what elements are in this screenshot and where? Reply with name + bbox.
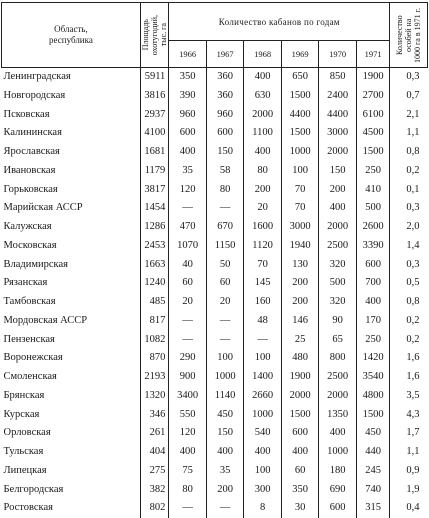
table-row (2, 68, 428, 87)
header-year: 1968 (244, 41, 282, 68)
area-value: 261 (140, 424, 168, 443)
count-value: 65 (319, 331, 357, 350)
density-value: 0,1 (390, 181, 428, 200)
count-value: 4800 (356, 387, 390, 406)
count-value: 1150 (206, 237, 244, 256)
area-value: 1240 (140, 274, 168, 293)
table-row (2, 481, 428, 500)
count-value: 40 (169, 256, 207, 275)
count-value: 400 (356, 293, 390, 312)
count-value: 100 (244, 462, 282, 481)
count-value: 800 (319, 349, 357, 368)
count-value: 500 (356, 199, 390, 218)
count-value: — (169, 312, 207, 331)
count-value: — (206, 199, 244, 218)
count-value: 600 (169, 124, 207, 143)
region-name: Псковская (2, 106, 141, 125)
count-value: 146 (281, 312, 319, 331)
count-value: 1140 (206, 387, 244, 406)
area-value: 1663 (140, 256, 168, 275)
table-row (2, 218, 428, 237)
region-name: Ярославская (2, 143, 141, 162)
count-value: 1500 (356, 406, 390, 425)
area-value: 2453 (140, 237, 168, 256)
count-value: 400 (281, 443, 319, 462)
count-value: 1350 (319, 406, 357, 425)
count-value: — (169, 199, 207, 218)
header-density-label: Количество особей на 1000 га в 1971 г. (395, 8, 422, 63)
count-value: 300 (244, 481, 282, 500)
count-value: 150 (206, 424, 244, 443)
density-value: 0,2 (390, 162, 428, 181)
count-value: 35 (206, 462, 244, 481)
count-value: — (169, 499, 207, 518)
region-name: Курская (2, 406, 141, 425)
region-name: Ивановская (2, 162, 141, 181)
count-value: 400 (244, 143, 282, 162)
count-value: 20 (244, 199, 282, 218)
density-value: 1,4 (390, 237, 428, 256)
count-value: 250 (356, 162, 390, 181)
density-value: 1,6 (390, 368, 428, 387)
region-name: Калининская (2, 124, 141, 143)
count-value: 2400 (319, 87, 357, 106)
count-value: 315 (356, 499, 390, 518)
count-value: 1400 (244, 368, 282, 387)
table-row (2, 143, 428, 162)
table-row (2, 256, 428, 275)
area-value: 382 (140, 481, 168, 500)
area-value: 5911 (140, 68, 168, 87)
count-value: 900 (169, 368, 207, 387)
table-row (2, 162, 428, 181)
count-value: 600 (356, 256, 390, 275)
count-value: 960 (169, 106, 207, 125)
density-value: 0,9 (390, 462, 428, 481)
count-value: 390 (169, 87, 207, 106)
count-value: 700 (356, 274, 390, 293)
count-value: 170 (356, 312, 390, 331)
count-value: 2000 (281, 387, 319, 406)
count-value: 200 (206, 481, 244, 500)
table-row (2, 406, 428, 425)
density-value: 0,8 (390, 293, 428, 312)
count-value: 48 (244, 312, 282, 331)
count-value: 150 (206, 143, 244, 162)
region-name: Тульская (2, 443, 141, 462)
area-value: 1681 (140, 143, 168, 162)
area-value: 802 (140, 499, 168, 518)
count-value: 470 (169, 218, 207, 237)
count-value: 2500 (319, 368, 357, 387)
count-value: 80 (206, 181, 244, 200)
area-value: 870 (140, 349, 168, 368)
count-value: 100 (281, 162, 319, 181)
count-value: 400 (169, 143, 207, 162)
header-year: 1971 (356, 41, 390, 68)
count-value: 20 (169, 293, 207, 312)
count-value: 25 (281, 331, 319, 350)
table-row (2, 124, 428, 143)
table-row (2, 87, 428, 106)
region-name: Ростовская (2, 499, 141, 518)
table-row (2, 368, 428, 387)
count-value: 75 (169, 462, 207, 481)
count-value: — (244, 331, 282, 350)
count-value: 290 (169, 349, 207, 368)
density-value: 2,1 (390, 106, 428, 125)
count-value: 1900 (281, 368, 319, 387)
count-value: 6100 (356, 106, 390, 125)
table-row (2, 237, 428, 256)
region-name: Пензенская (2, 331, 141, 350)
count-value: 3400 (169, 387, 207, 406)
count-value: 245 (356, 462, 390, 481)
count-value: 2660 (244, 387, 282, 406)
density-value: 1,1 (390, 443, 428, 462)
count-value: 1000 (319, 443, 357, 462)
count-value: 70 (244, 256, 282, 275)
count-value: 70 (281, 199, 319, 218)
area-value: 3817 (140, 181, 168, 200)
count-value: 2700 (356, 87, 390, 106)
count-value: 360 (206, 87, 244, 106)
count-value: 400 (169, 443, 207, 462)
count-value: 650 (281, 68, 319, 87)
count-value: 670 (206, 218, 244, 237)
count-value: 200 (281, 293, 319, 312)
count-value: 58 (206, 162, 244, 181)
density-value: 2,0 (390, 218, 428, 237)
area-value: 485 (140, 293, 168, 312)
count-value: 550 (169, 406, 207, 425)
count-value: 60 (281, 462, 319, 481)
count-value: 1000 (244, 406, 282, 425)
count-value: 360 (206, 68, 244, 87)
table-row (2, 499, 428, 518)
table-row (2, 349, 428, 368)
count-value: 100 (206, 349, 244, 368)
count-value: 50 (206, 256, 244, 275)
density-value: 0,5 (390, 274, 428, 293)
count-value: 400 (244, 68, 282, 87)
count-value: 2000 (244, 106, 282, 125)
count-value: 400 (244, 443, 282, 462)
count-value: 60 (169, 274, 207, 293)
count-value: 1000 (206, 368, 244, 387)
count-value: 4400 (281, 106, 319, 125)
count-value: 90 (319, 312, 357, 331)
region-name: Смоленская (2, 368, 141, 387)
count-value: 630 (244, 87, 282, 106)
area-value: 2193 (140, 368, 168, 387)
count-value: 3000 (319, 124, 357, 143)
count-value: 1500 (356, 143, 390, 162)
header-year: 1969 (281, 41, 319, 68)
count-value: 2600 (356, 218, 390, 237)
count-value: 1600 (244, 218, 282, 237)
density-value: 0,2 (390, 331, 428, 350)
area-value: 817 (140, 312, 168, 331)
area-value: 3816 (140, 87, 168, 106)
count-value: 440 (356, 443, 390, 462)
density-value: 0,2 (390, 312, 428, 331)
table-row (2, 199, 428, 218)
count-value: 320 (319, 293, 357, 312)
area-value: 275 (140, 462, 168, 481)
count-value: 1940 (281, 237, 319, 256)
count-value: 2000 (319, 218, 357, 237)
header-group: Количество кабанов по годам (169, 3, 390, 41)
count-value: — (206, 499, 244, 518)
region-name: Владимирская (2, 256, 141, 275)
region-name: Тамбовская (2, 293, 141, 312)
count-value: 160 (244, 293, 282, 312)
table-row (2, 387, 428, 406)
table-row (2, 274, 428, 293)
count-value: 20 (206, 293, 244, 312)
table-row (2, 293, 428, 312)
count-value: 350 (169, 68, 207, 87)
count-value: 3390 (356, 237, 390, 256)
count-value: 1000 (281, 143, 319, 162)
area-value: 404 (140, 443, 168, 462)
count-value: 200 (244, 181, 282, 200)
count-value: 960 (206, 106, 244, 125)
area-value: 1179 (140, 162, 168, 181)
region-name: Рязанская (2, 274, 141, 293)
count-value: 690 (319, 481, 357, 500)
header-year: 1970 (319, 41, 357, 68)
count-value: 200 (319, 181, 357, 200)
area-value: 1082 (140, 331, 168, 350)
count-value: 1500 (281, 406, 319, 425)
header-region (2, 3, 141, 68)
count-value: 100 (244, 349, 282, 368)
density-value: 3,5 (390, 387, 428, 406)
region-name: Московская (2, 237, 141, 256)
density-value: 1,6 (390, 349, 428, 368)
area-value: 1454 (140, 199, 168, 218)
count-value: 3540 (356, 368, 390, 387)
count-value: 60 (206, 274, 244, 293)
count-value: 2500 (319, 237, 357, 256)
count-value: 80 (169, 481, 207, 500)
count-value: 150 (319, 162, 357, 181)
count-value: 4500 (356, 124, 390, 143)
region-name: Марийская АССР (2, 199, 141, 218)
count-value: 350 (281, 481, 319, 500)
region-name: Орловская (2, 424, 141, 443)
header-area-label: Площадь охотугодий, тыс. га (141, 15, 168, 55)
density-value: 0,7 (390, 87, 428, 106)
region-name: Липецкая (2, 462, 141, 481)
count-value: — (206, 312, 244, 331)
table-row (2, 181, 428, 200)
region-name: Мордовская АССР (2, 312, 141, 331)
table-row (2, 462, 428, 481)
count-value: 180 (319, 462, 357, 481)
region-name: Воронежская (2, 349, 141, 368)
region-name: Новгородская (2, 87, 141, 106)
count-value: 1120 (244, 237, 282, 256)
count-value: 480 (281, 349, 319, 368)
count-value: 1100 (244, 124, 282, 143)
region-name: Горьковская (2, 181, 141, 200)
count-value: 2000 (319, 387, 357, 406)
density-value: 0,3 (390, 68, 428, 87)
count-value: 1070 (169, 237, 207, 256)
area-value: 346 (140, 406, 168, 425)
header-area (140, 3, 168, 68)
count-value: 70 (281, 181, 319, 200)
count-value: 130 (281, 256, 319, 275)
count-value: 8 (244, 499, 282, 518)
table-body (2, 68, 428, 518)
density-value: 0,3 (390, 256, 428, 275)
area-value: 1320 (140, 387, 168, 406)
area-value: 1286 (140, 218, 168, 237)
count-value: 600 (281, 424, 319, 443)
boar-population-table (1, 2, 428, 518)
count-value: 1500 (281, 87, 319, 106)
table-row (2, 331, 428, 350)
density-value: 0,8 (390, 143, 428, 162)
count-value: 250 (356, 331, 390, 350)
table-row (2, 106, 428, 125)
density-value: 1,9 (390, 481, 428, 500)
count-value: 740 (356, 481, 390, 500)
count-value: 500 (319, 274, 357, 293)
count-value: 600 (206, 124, 244, 143)
area-value: 2937 (140, 106, 168, 125)
table-row (2, 443, 428, 462)
density-value: 1,1 (390, 124, 428, 143)
count-value: 4400 (319, 106, 357, 125)
count-value: 450 (206, 406, 244, 425)
count-value: 120 (169, 181, 207, 200)
density-value: 0,3 (390, 199, 428, 218)
header-region-label: Область, республика (49, 24, 93, 45)
count-value: 120 (169, 424, 207, 443)
count-value: 400 (319, 424, 357, 443)
count-value: 200 (281, 274, 319, 293)
header-year: 1967 (206, 41, 244, 68)
header-density (390, 3, 428, 68)
count-value: 30 (281, 499, 319, 518)
count-value: 3000 (281, 218, 319, 237)
count-value: 850 (319, 68, 357, 87)
region-name: Ленинградская (2, 68, 141, 87)
count-value: 400 (206, 443, 244, 462)
count-value: 540 (244, 424, 282, 443)
table-row (2, 312, 428, 331)
count-value: 410 (356, 181, 390, 200)
count-value: 1420 (356, 349, 390, 368)
count-value: 1500 (281, 124, 319, 143)
table-row (2, 424, 428, 443)
count-value: 80 (244, 162, 282, 181)
count-value: 2000 (319, 143, 357, 162)
count-value: 320 (319, 256, 357, 275)
region-name: Белгородская (2, 481, 141, 500)
count-value: 600 (319, 499, 357, 518)
header-year: 1966 (169, 41, 207, 68)
region-name: Калужская (2, 218, 141, 237)
count-value: — (206, 331, 244, 350)
area-value: 4100 (140, 124, 168, 143)
count-value: 145 (244, 274, 282, 293)
count-value: — (169, 331, 207, 350)
count-value: 1900 (356, 68, 390, 87)
density-value: 1,7 (390, 424, 428, 443)
density-value: 0,4 (390, 499, 428, 518)
region-name: Брянская (2, 387, 141, 406)
density-value: 4,3 (390, 406, 428, 425)
count-value: 400 (319, 199, 357, 218)
count-value: 450 (356, 424, 390, 443)
count-value: 35 (169, 162, 207, 181)
